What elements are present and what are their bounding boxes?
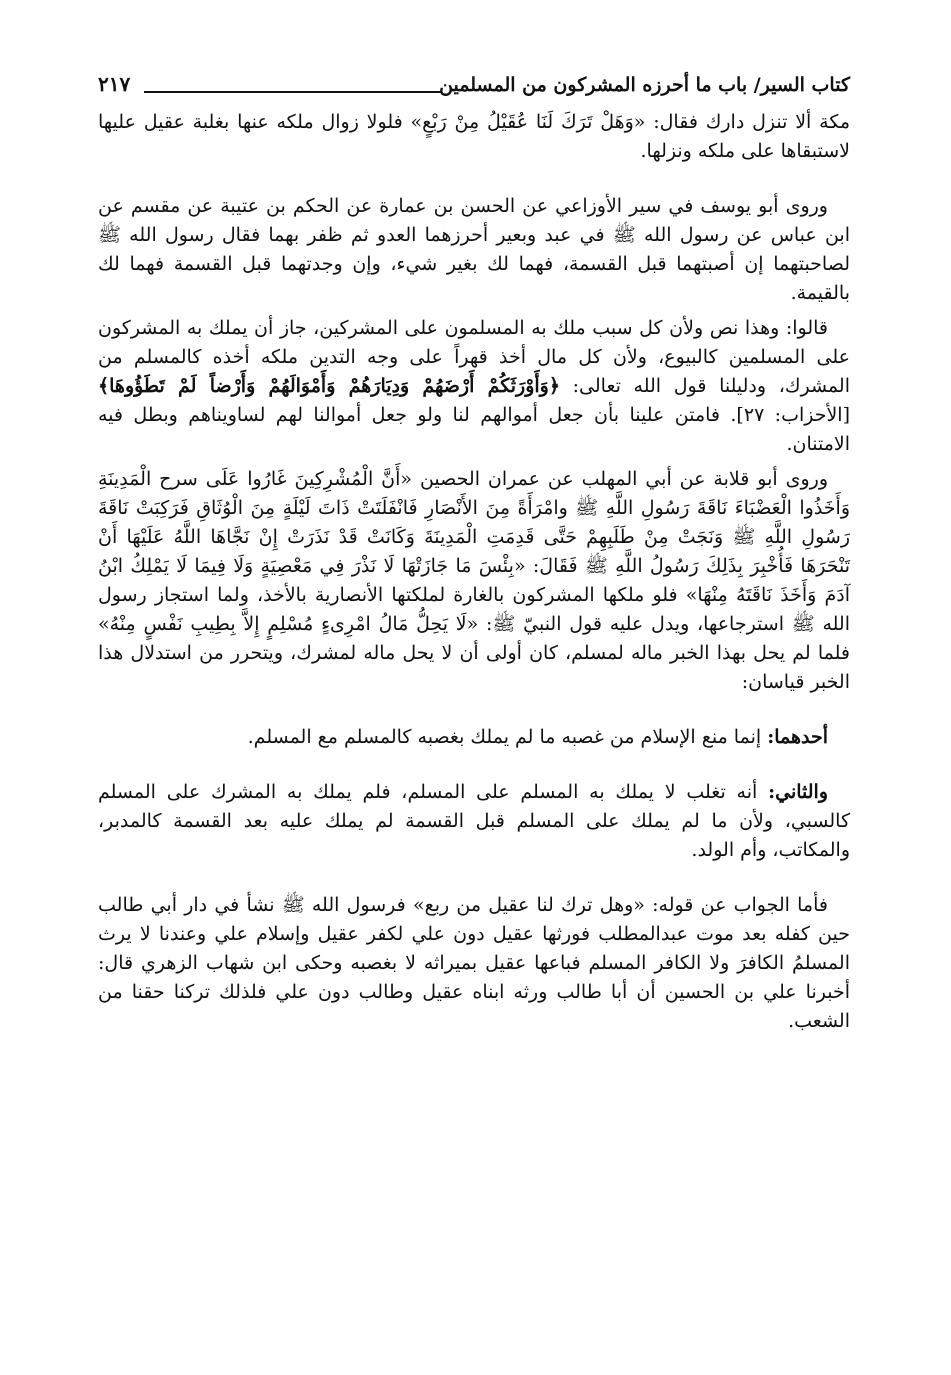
book-page xyxy=(98,62,850,1036)
paragraph-3-text-a: قالوا: وهذا نص ولأن كل سبب ملك به المسلمون على المشركين، جاز أن يملك به المشركون على المسلمين كالبيوع، ولأن كل مال أخذ قهراً على وجه التدين ملكه أخذه كالمسلم من المشرك، ودليلنا قول الله تعالى: xyxy=(98,317,850,397)
running-title: كتاب السير/ باب ما أحرزه المشركون من المسلمين xyxy=(439,74,850,96)
paragraph-4: وروى أبو قلابة عن أبي المهلب عن عمران الحصين «أَنَّ الْمُشْرِكِينَ غَارُوا عَلَى سرح الْمَدِينَةِ وَأَخَذُوا الْعَضْبَاءَ نَاقَةَ رَسُولِ اللَّهِ ﷺ وامْرَأَةً مِنَ الأَنْصَارِ فَانْفَلَتَتْ ذَاتَ لَيْلَةٍ مِنَ الْوُثَاقِ فَرَكِبَتْ نَاقَةَ رَسُولِ اللَّهِ ﷺ وَنَجَتْ مِنْ طَلَبِهِمْ حَتَّى قَدِمَتِ الْمَدِينَةَ وَكَانَتْ قَدْ نَذَرَتْ إِنْ نَجَّاهَا اللَّهُ عَلَيْهَا أَنْ تَنْحَرَهَا فَأُخْبِرَ بِذَلِكَ رَسُولُ اللَّهِ ﷺ فَقَالَ: «بِئْسَ مَا جَازَتْهَا لَا نَذْرَ فِي مَعْصِيَةٍ وَلَا فِيمَا لَا يَمْلِكُ ابْنُ آدَمَ وَأَخَذَ نَاقَتَهُ مِنْهَا» فلو ملكها المشركون بالغارة لملكتها الأنصارية بالأخذ، ولما استجاز رسول الله ﷺ استرجاعها، ويدل عليه قول النبيّ ﷺ: «لَا يَحِلُّ مَالُ امْرِىءٍ مُسْلِمٍ إِلاَّ بِطِيبِ نَفْسٍ مِنْهُ» فلما لم يحل بهذا الخبر ماله لمسلم، كان أولى أن لا يحل ماله لمشرك، ويتحرر من استدلال هذا الخبر قياسان: xyxy=(98,468,850,693)
paragraph-5-lead: أحدهما: xyxy=(767,726,828,748)
paragraph-3-text-b: [الأحزاب: ٢٧]. فامتن علينا بأن جعل أموالهم لنا ولو جعل أموالنا لهم لساويناهم وبطل فيه الامتنان. xyxy=(98,404,850,455)
paragraph-6-lead: والثاني: xyxy=(768,781,829,803)
paragraph-6-text: أنه تغلب لا يملك به المسلم على المسلم، فلم يملك به المشرك على المسلم كالسبي، ولأن ما لم يملك على المسلم قبل القسمة لم يملك عليه بعد القسمة كالمدبر، والمكاتب، وأم الولد. xyxy=(98,781,850,861)
paragraph-6 xyxy=(98,778,850,865)
paragraph-5-text: إنما منع الإسلام من غصبه ما لم يملك بغصبه كالمسلم مع المسلم. xyxy=(247,726,762,748)
paragraph-7: فأما الجواب عن قوله: «وهل ترك لنا عقيل من ربع» فرسول الله ﷺ نشأ في دار أبي طالب حين كفله بعد موت عبدالمطلب فورثها عقيل دون علي لكفر عقيل وإسلام علي وعندنا لا يرث المسلمُ الكافرَ ولا الكافر المسلم فباعها عقيل بميراثه لا بغصبه وحكى ابن شهاب الزهري قال: أخبرنا علي بن الحسين أن أبا طالب ورثه ابناه عقيل وطالب دون علي فلذلك تركنا حقنا من الشعب. xyxy=(98,894,850,1032)
paragraph-5 xyxy=(98,723,850,752)
page-number: ٢١٧ xyxy=(98,72,131,96)
paragraph-3 xyxy=(98,314,850,459)
paragraph-1: مكة ألا تنزل دارك فقال: «وَهَلْ تَرَكَ لَنَا عُقَيْلُ مِنْ رَبْعٍ» فلولا زوال ملكه عنها بغلبة عقيل عليها لاستبقاها على ملكه ونزلها. xyxy=(98,111,850,162)
paragraph-2: وروى أبو يوسف في سير الأوزاعي عن الحسن بن عمارة عن الحكم بن عتيبة عن مقسم عن ابن عباس عن رسول الله ﷺ في عبد وبعير أحرزهما العدو ثم ظفر بهما فقال رسول الله ﷺ لصاحبتهما إن أصبتهما قبل القسمة، فهما لك بغير شيء، وإن وجدتهما قبل القسمة فهما لك بالقيمة. xyxy=(98,195,850,304)
header-rule xyxy=(144,91,442,93)
quran-verse: ﴿وَأَوْرَثَكُمْ أَرْضَهُمْ وَدِيَارَهُمْ وَأَمْوَالَهُمْ وَأَرْضاً لَمْ تَطَؤُوهَا﴾ xyxy=(98,375,560,397)
page-header xyxy=(98,62,850,108)
